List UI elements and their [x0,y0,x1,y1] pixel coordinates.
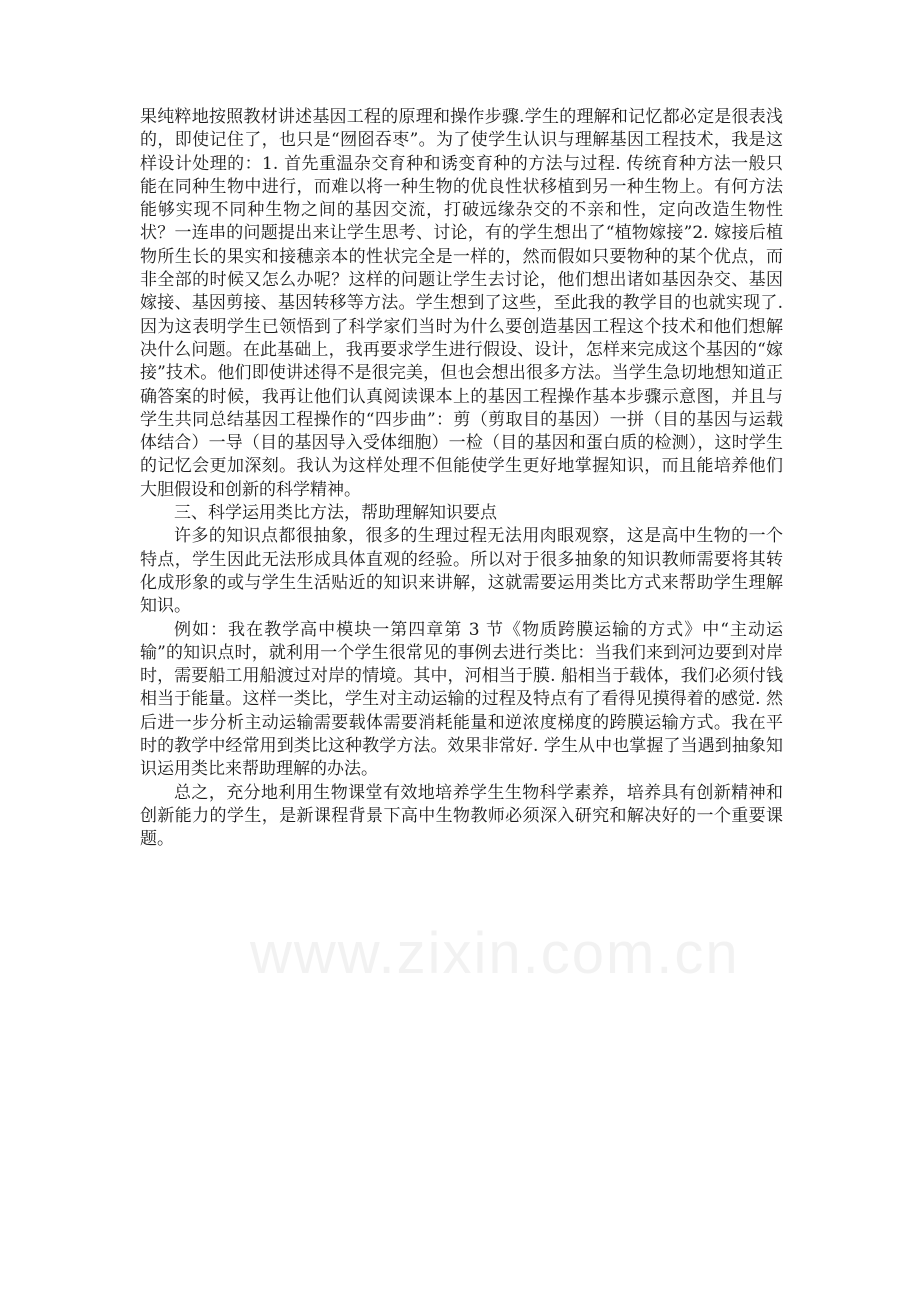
paragraph-abstract-knowledge: 许多的知识点都很抽象，很多的生理过程无法用肉眼观察，这是高中生物的一个特点，学生因此无法形成具体直观的经验。所以对于很多抽象的知识教师需要将其转化成形象的或与学生生活贴近的知识来讲解，这就需要运用类比方式来帮助学生理解知识。 [140,526,783,617]
paragraph-conclusion: 总之，充分地利用生物课堂有效地培养学生生物科学素养，培养具有创新精神和创新能力的学生，是新课程背景下高中生物教师必须深入研究和解决好的一个重要课题。 [140,782,783,850]
watermark: www.zixin.com.cn [250,921,740,986]
paragraph-gene-engineering: 果纯粹地按照教材讲述基因工程的原理和操作步骤.学生的理解和记忆都必定是很表浅的，即使记住了，也只是“囫囵吞枣”。为了使学生认识与理解基因工程技术，我是这样设计处理的：1. 首先重温杂交育种和诱变育种的方法与过程. 传统育种方法一般只能在同种生物中进行，而难以将一种生物的优良性状移植到另一种生物上。有何方法能够实现不同种生物之间的基因交流，打破远缘杂交的不亲和性，定向改造生物性状？一连串的问题提出来让学生思考、讨论，有的学生想出了“植物嫁接”2. 嫁接后植物所生长的果实和接穗亲本的性状完全是一样的，然而假如只要物种的某个优点，而非全部的时候又怎么办呢？这样的问题让学生去讨论，他们想出诸如基因杂交、基因嫁接、基因剪接、基因转移等方法。学生想到了这些，至此我的教学目的也就实现了. 因为这表明学生已领悟到了科学家们当时为什么要创造基因工程这个技术和他们想解决什么问题。在此基础上，我再要求学生进行假设、设计，怎样来完成这个基因的“嫁接”技术。他们即使讲述得不是很完美，但也会想出很多方法。当学生急切地想知道正确答案的时候，我再让他们认真阅读课本上的基因工程操作基本步骤示意图，并且与学生共同总结基因工程操作的“四步曲”：剪（剪取目的基因）一拼（目的基因与运载体结合）一导（目的基因导入受体细胞）一检（目的基因和蛋白质的检测），这时学生的记忆会更加深刻。我认为这样处理不但能使学生更好地掌握知识，而且能培养他们大胆假设和创新的科学精神。 [140,107,783,500]
section-heading-analogy: 三、科学运用类比方法，帮助理解知识要点 [174,503,497,524]
document-body [140,106,783,852]
paragraph-example-active-transport: 例如：我在教学高中模块一第四章第 3 节《物质跨膜运输的方式》中“主动运输”的知识点时，就利用一个学生很常见的事例去进行类比：当我们来到河边要到对岸时，需要船工用船渡过对岸的情境。其中，河相当于膜. 船相当于载体，我们必须付钱相当于能量。这样一类比，学生对主动运输的过程及特点有了看得见摸得着的感觉. 然后进一步分析主动运输需要载体需要消耗能量和逆浓度梯度的跨膜运输方式。我在平时的教学中经常用到类比这种教学方法。效果非常好. 学生从中也掌握了当遇到抽象知识运用类比来帮助理解的办法。 [140,619,783,780]
